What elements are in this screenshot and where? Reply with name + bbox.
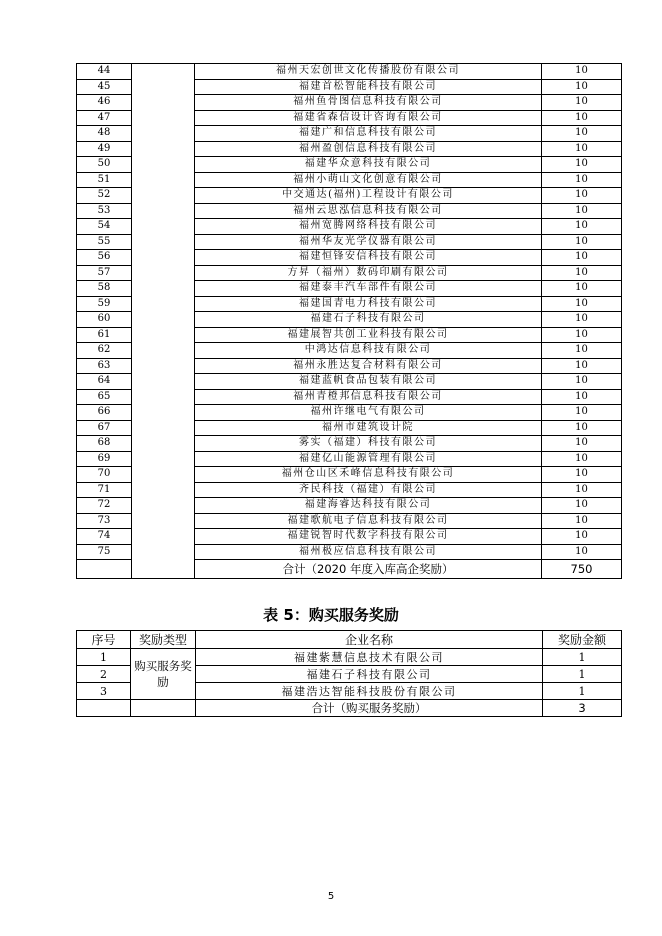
award-amount: 10 xyxy=(542,296,622,312)
table5-title: 表 5：购买服务奖励 xyxy=(263,606,399,624)
row-number: 59 xyxy=(77,296,132,312)
row-number: 60 xyxy=(77,312,132,328)
award-amount: 10 xyxy=(542,327,622,343)
company-name: 福建蓝帆食品包装有限公司 xyxy=(195,374,542,390)
header-no: 序号 xyxy=(77,631,131,649)
row-number: 75 xyxy=(77,544,132,560)
company-name: 福州市建筑设计院 xyxy=(195,420,542,436)
table-row xyxy=(77,649,622,666)
award-amount: 10 xyxy=(542,451,622,467)
company-name: 福州青橙邦信息科技有限公司 xyxy=(195,389,542,405)
award-amount: 10 xyxy=(542,188,622,204)
total-label: 合计（购买服务奖励） xyxy=(196,700,543,717)
row-number: 53 xyxy=(77,203,132,219)
company-name: 福建华众意科技有限公司 xyxy=(195,157,542,173)
table-body xyxy=(77,649,622,717)
total-row xyxy=(77,700,622,717)
award-amount: 10 xyxy=(542,513,622,529)
high-tech-award-table-continued xyxy=(76,63,622,579)
row-number: 52 xyxy=(77,188,132,204)
row-number: 62 xyxy=(77,343,132,359)
company-name: 福州鱼骨图信息科技有限公司 xyxy=(195,95,542,111)
total-amount: 3 xyxy=(543,700,622,717)
company-name: 雾实（福建）科技有限公司 xyxy=(195,436,542,452)
award-amount: 10 xyxy=(542,436,622,452)
table-body xyxy=(77,64,622,579)
award-amount: 10 xyxy=(542,529,622,545)
award-amount: 1 xyxy=(543,683,622,700)
row-number: 3 xyxy=(77,683,131,700)
row-number: 46 xyxy=(77,95,132,111)
company-name: 福建恒锋安信科技有限公司 xyxy=(195,250,542,266)
company-name: 福建紫慧信息技术有限公司 xyxy=(196,649,543,666)
award-amount: 10 xyxy=(542,544,622,560)
page-number: 5 xyxy=(327,891,335,902)
company-name: 福州极应信息科技有限公司 xyxy=(195,544,542,560)
award-amount: 10 xyxy=(542,281,622,297)
company-name: 福建歌航电子信息科技有限公司 xyxy=(195,513,542,529)
row-number: 74 xyxy=(77,529,132,545)
award-amount: 10 xyxy=(542,79,622,95)
row-number: 64 xyxy=(77,374,132,390)
total-empty-cell xyxy=(77,700,131,717)
company-name: 齐民科技（福建）有限公司 xyxy=(195,482,542,498)
company-name: 中交通达(福州)工程设计有限公司 xyxy=(195,188,542,204)
company-name: 方昇（福州）数码印刷有限公司 xyxy=(195,265,542,281)
total-empty-cell xyxy=(77,560,132,579)
company-name: 福州天宏创世文化传播股份有限公司 xyxy=(195,64,542,80)
award-amount: 10 xyxy=(542,358,622,374)
company-name: 福州华友光学仪器有限公司 xyxy=(195,234,542,250)
company-name: 福州小萌山文化创意有限公司 xyxy=(195,172,542,188)
row-number: 1 xyxy=(77,649,131,666)
award-amount: 10 xyxy=(542,203,622,219)
award-amount: 10 xyxy=(542,343,622,359)
row-number: 50 xyxy=(77,157,132,173)
company-name: 福建省森信设计咨询有限公司 xyxy=(195,110,542,126)
row-number: 58 xyxy=(77,281,132,297)
row-number: 48 xyxy=(77,126,132,142)
award-amount: 10 xyxy=(542,250,622,266)
award-amount: 10 xyxy=(542,389,622,405)
company-name: 福建泰丰汽车部件有限公司 xyxy=(195,281,542,297)
company-name: 福州盈创信息科技有限公司 xyxy=(195,141,542,157)
company-name: 福州仓山区禾峰信息科技有限公司 xyxy=(195,467,542,483)
award-amount: 10 xyxy=(542,234,622,250)
award-amount: 10 xyxy=(542,420,622,436)
total-label: 合计（2020 年度入库高企奖励） xyxy=(195,560,542,579)
row-number: 51 xyxy=(77,172,132,188)
award-amount: 10 xyxy=(542,110,622,126)
row-number: 68 xyxy=(77,436,132,452)
row-number: 49 xyxy=(77,141,132,157)
table-row xyxy=(77,64,622,80)
purchase-service-award-table xyxy=(76,630,622,717)
row-number: 47 xyxy=(77,110,132,126)
header-award-type: 奖励类型 xyxy=(131,631,196,649)
company-name: 福建海睿达科技有限公司 xyxy=(195,498,542,514)
company-name: 福州云思泓信息科技有限公司 xyxy=(195,203,542,219)
company-name: 福建亿山能源管理有限公司 xyxy=(195,451,542,467)
award-amount: 10 xyxy=(542,95,622,111)
row-number: 45 xyxy=(77,79,132,95)
company-name: 福建石子科技有限公司 xyxy=(196,666,543,683)
award-amount: 10 xyxy=(542,157,622,173)
row-number: 44 xyxy=(77,64,132,80)
row-number: 56 xyxy=(77,250,132,266)
row-number: 63 xyxy=(77,358,132,374)
award-amount: 10 xyxy=(542,374,622,390)
award-amount: 10 xyxy=(542,126,622,142)
award-amount: 10 xyxy=(542,405,622,421)
row-number: 2 xyxy=(77,666,131,683)
award-amount: 10 xyxy=(542,219,622,235)
company-name: 福建锐智时代数字科技有限公司 xyxy=(195,529,542,545)
row-number: 66 xyxy=(77,405,132,421)
award-type-cell: 购买服务奖励 xyxy=(131,649,196,700)
company-name: 福州许继电气有限公司 xyxy=(195,405,542,421)
company-name: 福建浩达智能科技股份有限公司 xyxy=(196,683,543,700)
header-award-amount: 奖励金额 xyxy=(543,631,622,649)
row-number: 67 xyxy=(77,420,132,436)
award-amount: 10 xyxy=(542,482,622,498)
company-name: 福州宽腾网络科技有限公司 xyxy=(195,219,542,235)
row-number: 70 xyxy=(77,467,132,483)
header-company-name: 企业名称 xyxy=(196,631,543,649)
award-amount: 10 xyxy=(542,498,622,514)
award-amount: 10 xyxy=(542,64,622,80)
total-amount: 750 xyxy=(542,560,622,579)
total-empty-cell xyxy=(131,700,196,717)
company-name: 福建石子科技有限公司 xyxy=(195,312,542,328)
award-amount: 10 xyxy=(542,265,622,281)
row-number: 61 xyxy=(77,327,132,343)
award-amount: 1 xyxy=(543,649,622,666)
company-name: 福建首松智能科技有限公司 xyxy=(195,79,542,95)
company-name: 福建国青电力科技有限公司 xyxy=(195,296,542,312)
row-number: 54 xyxy=(77,219,132,235)
award-amount: 10 xyxy=(542,312,622,328)
award-amount: 1 xyxy=(543,666,622,683)
row-number: 72 xyxy=(77,498,132,514)
company-name: 福建广和信息科技有限公司 xyxy=(195,126,542,142)
company-name: 福建展智共创工业科技有限公司 xyxy=(195,327,542,343)
row-number: 57 xyxy=(77,265,132,281)
row-number: 73 xyxy=(77,513,132,529)
company-name: 福州永胜达复合材料有限公司 xyxy=(195,358,542,374)
row-number: 65 xyxy=(77,389,132,405)
award-amount: 10 xyxy=(542,172,622,188)
row-number: 55 xyxy=(77,234,132,250)
award-amount: 10 xyxy=(542,467,622,483)
row-number: 69 xyxy=(77,451,132,467)
row-number: 71 xyxy=(77,482,132,498)
award-amount: 10 xyxy=(542,141,622,157)
award-type-cell xyxy=(132,64,195,579)
table-header-row xyxy=(77,631,622,649)
company-name: 中鸿达信息科技有限公司 xyxy=(195,343,542,359)
